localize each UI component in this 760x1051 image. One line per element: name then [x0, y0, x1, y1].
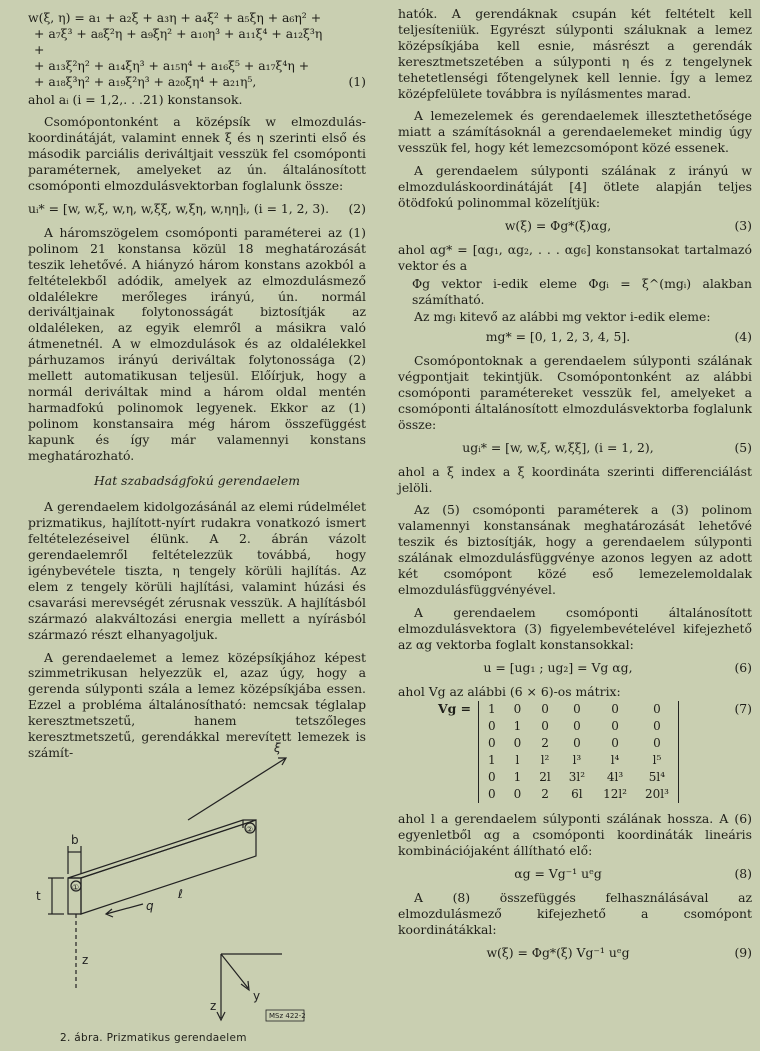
equation-3: [398, 218, 752, 234]
b-label: b: [71, 833, 79, 847]
matrix-cell: l³: [572, 753, 582, 768]
paragraph: A gerendaelem súlyponti szálának z irányú w elmozduláskoordinátáját [4] ötlete alapján teljes ötödfokú polinommal közelítjük:: [398, 163, 752, 210]
equation-number: (1): [348, 73, 366, 89]
equation-number: (6): [734, 659, 752, 675]
right-column: [398, 6, 752, 969]
matrix-cell: 0: [488, 719, 496, 734]
paragraph: hatók. A gerendáknak csupán két feltételt kell teljesíteniük. Egyrészt súlyponti száluknak a lemez középsíkjába kell esnie, másrészt a gerendák keresztmetszetében a súlyponti η és z tengelynek tehetetlenségi főtengelynek kell lennie. Így a lemez középfelülete továbbra is nyílásmentes marad.: [398, 6, 752, 101]
paragraph: ahol αg* = [αg₁, αg₂, . . . αg₆] konstansokat tartalmazó vektor és a: [398, 241, 752, 273]
equation-body: αg = Vg⁻¹ uᵉg: [514, 866, 602, 882]
matrix-row: [479, 701, 679, 718]
global-y-arrow: [241, 981, 249, 990]
matrix-cell: 0: [653, 719, 661, 734]
matrix-cell: 0: [541, 719, 549, 734]
matrix-cell: 0: [653, 702, 661, 717]
xi-axis-label: ξ: [274, 741, 281, 755]
equation-body: uᵢ* = [w, w,ξ, w,η, w,ξξ, w,ξη, w,ηη]ᵢ, (i = 1, 2, 3).: [28, 200, 330, 216]
equation-1-line: w(ξ, η) = a₁ + a₂ξ + a₃η + a₄ξ² + a₅ξη + a₆η² +: [28, 10, 322, 25]
paragraph: Csomópontoknak a gerendaelem súlyponti szálának végpontjait tekintjük. Csomópontonként az alábbi csomóponti paramétereket vesszük fel, amelyeket a csomóponti általánosított elmozdulásvektorba foglalunk össze:: [398, 353, 752, 432]
figure-code: MSz 422-2: [269, 1012, 306, 1020]
matrix-cell: 0: [488, 736, 496, 751]
equation-body: w(ξ) = Φg*(ξ) Vg⁻¹ uᵉg: [486, 944, 630, 960]
matrix-cell: l²: [540, 753, 550, 768]
equation-number: (7): [734, 701, 752, 717]
matrix-cell: l: [515, 753, 520, 768]
paragraph: ahol aᵢ (i = 1,2,. . .21) konstansok.: [28, 91, 243, 107]
matrix-row: [479, 752, 679, 769]
global-y-label: y: [253, 989, 261, 1003]
paragraph: A gerendaelem csomóponti általánosított elmozdulásvektora (3) figyelembevételével kifejezhető az αg vektorba foglalt konstansokkal:: [398, 604, 752, 652]
length-label: ℓ: [178, 887, 183, 901]
paragraph: A gerendaelem kidolgozásánál az elemi rúdelmélet prizmatikus, hajlított-nyírt rudakra vonatkozó ismert feltételezéseivel élünk. A 2. ábrán vázolt gerendaelemről feltételezzük továbbá, hogy igénybevétele tiszta, η tengely körüli hajlítás. Az elem z tengely körüli hajlítási, valamint húzási és csavarási merevségét zérusnak vesszük. A hajlításból származó alakváltozási energia mellett a nyírásból származó részt elhanyagoljuk.: [28, 499, 366, 642]
matrix-cell: 0: [513, 736, 522, 751]
paragraph: A (8) összefüggés felhasználásával az elmozdulásmező kifejezhető a csomópont koordinátákkal:: [398, 890, 752, 937]
equation-number: (9): [734, 944, 752, 960]
matrix-cell: 0: [611, 719, 619, 734]
figure-beam-element: [28, 728, 366, 1046]
equation-body: ugᵢ* = [w, w,ξ, w,ξξ], (i = 1, 2),: [462, 439, 654, 455]
global-y-axis: [221, 954, 248, 988]
paragraph: A háromszögelem csomóponti paraméterei az (1) polinom 21 konstansa közül 18 meghatározását teszik lehetővé. A hiányzó három konstans azokból a feltételekből adódik, amelyek az elmozdulásmező oldalélekre merőleges irányú, ún. normál deriváltjainak folytonosságát biztosítják az oldaléleken, az egyik elemről a másikra való átmenetnél. A w elmozdulások és az oldalélekkel párhuzamos irányú deriváltak folytonossága (2) mellett automatikusan teljesül. Előírjuk, hogy a normál deriváltak mind a három oldal mentén harmadfokú polinomok legyenek. Ekkor az (1) polinom konstansaira még három összefüggést kapunk és így már valamennyi konstans meghatározható.: [28, 224, 366, 463]
matrix-cell: 2: [541, 787, 549, 802]
matrix-cell: l⁵: [652, 753, 662, 768]
matrix-cell: 1: [513, 770, 522, 785]
equation-1-line: + a₁₈ξ³η² + a₁₉ξ²η³ + a₂₀ξη⁴ + a₂₁η⁵,: [34, 73, 257, 89]
paragraph: Az mgᵢ kitevő az alábbi mg vektor i-edik eleme:: [414, 309, 711, 325]
xi-axis-arrow: [278, 758, 286, 765]
equation-body: mg* = [0, 1, 2, 3, 4, 5].: [485, 329, 631, 345]
matrix-cell: 2l: [539, 770, 551, 785]
matrix-cell: 5l⁴: [648, 770, 666, 785]
equation-number: (2): [348, 200, 366, 216]
paragraph: A lemezelemek és gerendaelemek illesztethetősége miatt a számításoknál a gerendaelemeket mindig úgy vesszük fel, hogy két lemezcsomópont közé essenek.: [398, 108, 752, 156]
equation-8: [398, 866, 752, 882]
paragraph: ahol Vg az alábbi (6 × 6)-os mátrix:: [398, 683, 621, 699]
section-heading: Hat szabadságfokú gerendaelem: [94, 473, 300, 489]
matrix-cell: 0: [573, 702, 581, 717]
equation-number: (3): [734, 217, 752, 233]
matrix-row: [479, 718, 679, 735]
equation-1-line: + a₁₃ξ²η² + a₁₄ξη³ + a₁₅η⁴ + a₁₆ξ⁵ + a₁₇ξ⁴η +: [34, 57, 310, 73]
matrix-lhs: Vg =: [438, 701, 471, 717]
matrix-row: [479, 786, 679, 803]
equation-number: (8): [734, 866, 752, 882]
equation-1-line: + a₇ξ³ + a₈ξ²η + a₉ξη² + a₁₀η³ + a₁₁ξ⁴ + a₁₂ξ³η +: [34, 25, 323, 57]
equation-body: u = [ug₁ ; ug₂] = Vg αg,: [483, 659, 633, 675]
equation-9: [398, 945, 752, 961]
global-z-label: z: [210, 999, 217, 1013]
matrix-cell: 1: [488, 702, 496, 717]
matrix-cell: 4l³: [606, 770, 624, 785]
matrix-cell: 2: [541, 736, 549, 751]
matrix-cell: 0: [611, 736, 619, 751]
matrix-cell: 0: [488, 770, 496, 785]
z-axis-label: z: [82, 953, 89, 967]
matrix-cell: l⁴: [610, 753, 620, 768]
equation-body: w(ξ) = Φg*(ξ)αg,: [504, 217, 612, 233]
paragraph: ahol a ξ index a ξ koordináta szerinti differenciálást jelöli.: [398, 463, 752, 495]
matrix-table: [478, 701, 679, 803]
beam-top-face: [68, 820, 256, 878]
left-column: [28, 6, 366, 768]
node-1-label: ①: [72, 883, 80, 892]
matrix-cell: 3l²: [568, 770, 586, 785]
matrix-cell: 0: [611, 702, 619, 717]
matrix-cell: 0: [513, 787, 522, 802]
equation-2: [28, 201, 366, 217]
equation-number: (4): [734, 329, 752, 345]
matrix-cell: 0: [573, 736, 581, 751]
matrix-cell: 6l: [571, 787, 583, 802]
matrix-cell: 0: [488, 787, 496, 802]
equation-number: (5): [734, 439, 752, 455]
paragraph: A gerendaelemet a lemez középsíkjához képest szimmetrikusan helyezzük el, azaz úgy, hogy a gerenda súlyponti szála a lemez középsíkjába essen. Ezzel a probléma általánosítható: nemcsak téglalap keresztmetszetű, hanem tetszőleges keresztmetszetű, gerendákkal merevített lemezek is számít-: [28, 649, 366, 760]
eta-axis-label: q: [146, 899, 154, 913]
xi-axis-line: [188, 758, 286, 820]
matrix-cell: 0: [573, 719, 581, 734]
matrix-block: [398, 701, 752, 803]
matrix-row: [479, 769, 679, 786]
matrix-cell: 1: [488, 753, 496, 768]
equation-1: [28, 10, 366, 90]
matrix-cell: 0: [513, 702, 522, 717]
equation-6: [398, 660, 752, 676]
t-label: t: [36, 889, 41, 903]
matrix-row: [479, 735, 679, 752]
equation-5: [398, 440, 752, 456]
beam-side-face: [81, 820, 256, 914]
paragraph: Φg vektor i-edik eleme Φgᵢ = ξ^(mgᵢ) alakban számítható.: [412, 275, 752, 307]
figure-caption: 2. ábra. Prizmatikus gerendaelem: [60, 1032, 247, 1044]
paragraph: Csomópontonként a középsík w elmozdulás-koordinátáját, valamint ennek ξ és η szerinti első és második parciális deriváltjait vesszük fel csomóponti paraméternek, amelyeket az ún. általánosított csomóponti elmozdulásvektorban foglalunk össze:: [28, 114, 366, 194]
equation-4: [398, 329, 752, 345]
beam-diagram: [28, 728, 366, 1028]
matrix-cell: 0: [541, 702, 549, 717]
node-2-label: ②: [246, 825, 254, 834]
matrix-cell: 12l²: [603, 787, 627, 802]
paragraph: ahol l a gerendaelem súlyponti szálának hossza. A (6) egyenletből αg a csomóponti koordináták lineáris kombinációjaként állítható elő:: [398, 811, 752, 859]
matrix-cell: 1: [513, 719, 522, 734]
matrix-cell: 0: [653, 736, 661, 751]
matrix-cell: 20l³: [644, 787, 669, 802]
paragraph: Az (5) csomóponti paraméterek a (3) polinom valamennyi konstansának meghatározását lehetővé teszik és biztosítják, hogy a gerendaelem súlyponti szálának elmozdulásfüggvénye azonos legyen az adott két csomópont közé eső lemezelemoldalak elmozdulásfüggvényével.: [398, 502, 752, 597]
